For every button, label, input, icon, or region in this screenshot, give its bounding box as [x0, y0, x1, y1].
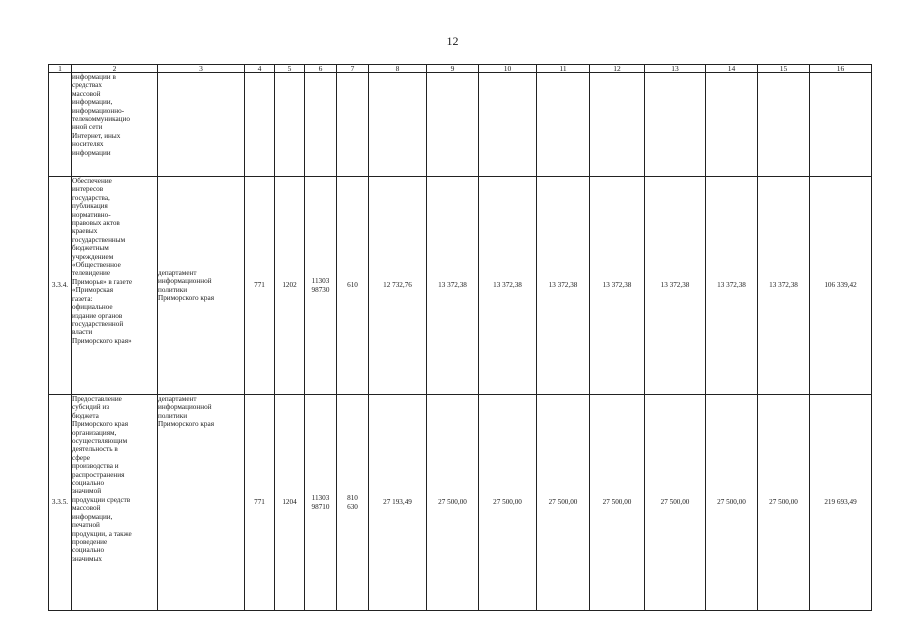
row-number — [49, 73, 72, 177]
column-header: 10 — [479, 65, 537, 73]
measure-name: Обеспечение интересов государства, публикация нормативно- правовых актов краевых государственным бюджетным учреждением «Общественное телевидение Приморья» в газете «Приморская газета: официальное издание органов государственной власти Приморского края» — [72, 177, 158, 395]
header-row — [49, 65, 872, 73]
row-number: 3.3.4. — [49, 177, 72, 395]
value-cell: 27 500,00 — [645, 395, 706, 611]
value-cell — [645, 73, 706, 177]
value-cell — [427, 73, 479, 177]
value-cell — [706, 73, 758, 177]
value-cell — [537, 73, 590, 177]
value-cell: 13 372,38 — [537, 177, 590, 395]
value-cell: 219 693,49 — [810, 395, 872, 611]
value-cell: 27 500,00 — [758, 395, 810, 611]
column-header: 16 — [810, 65, 872, 73]
value-cell — [479, 73, 537, 177]
column-header: 6 — [305, 65, 337, 73]
grbs-code — [245, 73, 275, 177]
vr-code: 610 — [337, 177, 369, 395]
row-number: 3.3.5. — [49, 395, 72, 611]
value-cell: 13 372,38 — [590, 177, 645, 395]
column-header: 11 — [537, 65, 590, 73]
executor — [158, 73, 245, 177]
rz-pr-code — [275, 73, 305, 177]
column-header: 7 — [337, 65, 369, 73]
measure-name: информации в средствах массовой информации, информационно- телекоммуникацио нной сети Интернет, иных носителях информации — [72, 73, 158, 177]
table-row — [49, 177, 872, 395]
table-row — [49, 73, 872, 177]
rz-pr-code: 1202 — [275, 177, 305, 395]
csr-code: 11303 98710 — [305, 395, 337, 611]
page-number: 12 — [446, 34, 459, 48]
vr-code: 810 630 — [337, 395, 369, 611]
value-cell: 27 500,00 — [590, 395, 645, 611]
column-header: 3 — [158, 65, 245, 73]
grbs-code: 771 — [245, 395, 275, 611]
rz-pr-code: 1204 — [275, 395, 305, 611]
value-cell — [758, 73, 810, 177]
value-cell: 13 372,38 — [645, 177, 706, 395]
value-cell — [810, 73, 872, 177]
value-cell: 27 193,49 — [369, 395, 427, 611]
measure-name: Предоставление субсидий из бюджета Приморского края организациям, осуществляющим деятельность в сфере производства и распространения социально значимой продукции средств массовой информации, печатной продукции, а также проведение социально значимых — [72, 395, 158, 611]
column-header: 5 — [275, 65, 305, 73]
column-header: 14 — [706, 65, 758, 73]
value-cell — [369, 73, 427, 177]
column-header: 8 — [369, 65, 427, 73]
value-cell: 27 500,00 — [706, 395, 758, 611]
vr-code — [337, 73, 369, 177]
budget-table — [48, 64, 872, 611]
value-cell: 106 339,42 — [810, 177, 872, 395]
value-cell: 13 372,38 — [427, 177, 479, 395]
value-cell — [590, 73, 645, 177]
column-header: 13 — [645, 65, 706, 73]
column-header: 12 — [590, 65, 645, 73]
column-header: 9 — [427, 65, 479, 73]
executor: департамент информационной политики Приморского края — [158, 395, 245, 611]
executor: департамент информационной политики Приморского края — [158, 177, 245, 395]
value-cell: 13 372,38 — [758, 177, 810, 395]
value-cell: 27 500,00 — [479, 395, 537, 611]
value-cell: 27 500,00 — [427, 395, 479, 611]
table-row — [49, 395, 872, 611]
csr-code: 11303 98730 — [305, 177, 337, 395]
column-header: 4 — [245, 65, 275, 73]
value-cell: 13 372,38 — [706, 177, 758, 395]
column-header: 2 — [72, 65, 158, 73]
grbs-code: 771 — [245, 177, 275, 395]
column-header: 1 — [49, 65, 72, 73]
column-header: 15 — [758, 65, 810, 73]
value-cell: 27 500,00 — [537, 395, 590, 611]
value-cell: 12 732,76 — [369, 177, 427, 395]
value-cell: 13 372,38 — [479, 177, 537, 395]
csr-code — [305, 73, 337, 177]
